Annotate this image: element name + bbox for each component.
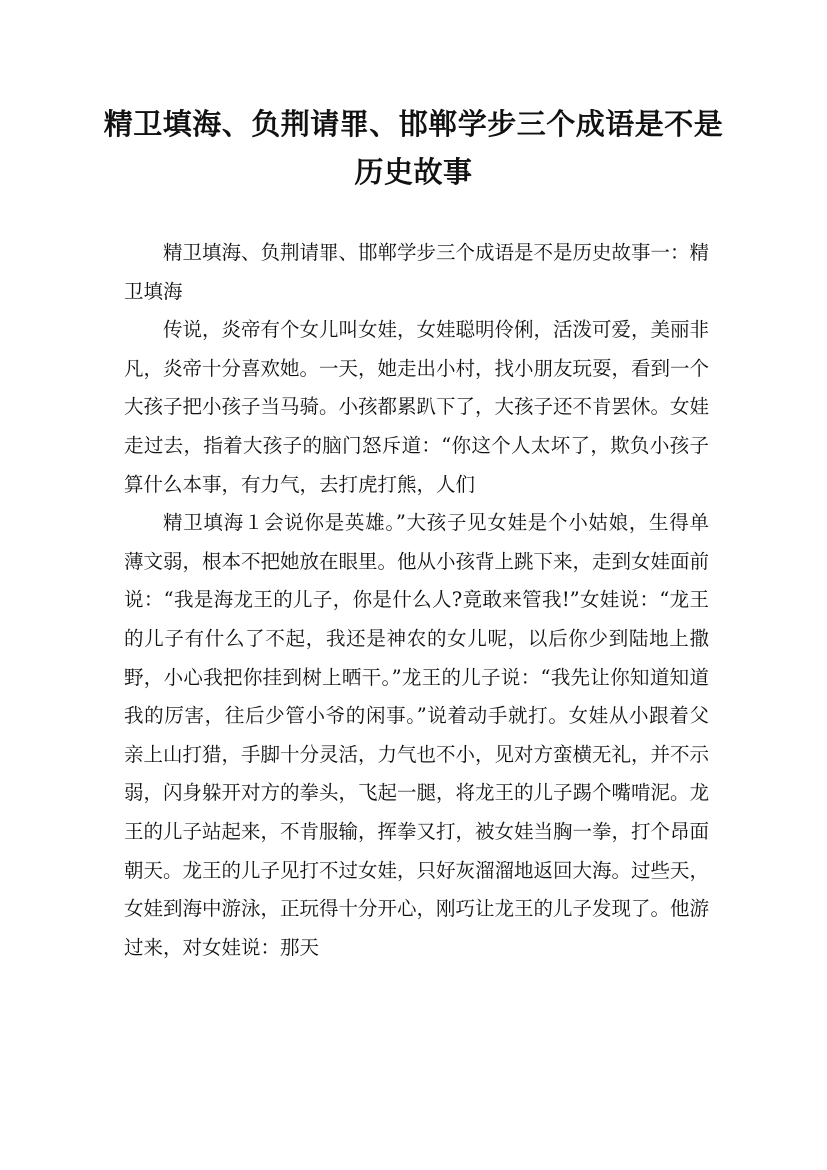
paragraph-intro: 精卫填海、负荆请罪、邯郸学步三个成语是不是历史故事一：精卫填海 (124, 241, 710, 303)
document-title: 精卫填海、负荆请罪、邯郸学步三个成语是不是历史故事 (103, 107, 724, 189)
paragraph-legend-continued: 精卫填海１会说你是英雄。”大孩子见女娃是个小姑娘，生得单薄文弱，根本不把她放在眼里。他从小孩背上跳下来，走到女娃面前说：“我是海龙王的儿子，你是什么人?竟敢来管我!”女娃说：“龙王的儿子有什么了不起，我还是神农的女儿呢，以后你少到陆地上撒野，小心我把你挂到树上晒干。”龙王的儿子说：“我先让你知道知道我的厉害，往后少管小爷的闲事。”说着动手就打。女娃从小跟着父亲上山打猎，手脚十分灵活，力气也不小，见对方蛮横无礼，并不示弱，闪身躲开对方的拳头，飞起一腿，将龙王的儿子踢个嘴啃泥。龙王的儿子站起来，不肯服输，挥拳又打，被女娃当胸一拳，打个昂面朝天。龙王的儿子见打不过女娃，只好灰溜溜地返回大海。过些天，女娃到海中游泳，正玩得十分开心，刚巧让龙王的儿子发现了。他游过来，对女娃说：那天 (124, 511, 710, 959)
paragraph-legend-start: 传说，炎帝有个女儿叫女娃，女娃聪明伶俐，活泼可爱，美丽非凡，炎帝十分喜欢她。一天，她走出小村，找小朋友玩耍，看到一个大孩子把小孩子当马骑。小孩都累趴下了，大孩子还不肯罢休。女娃走过去，指着大孩子的脑门怒斥道：“你这个人太坏了，欺负小孩子算什么本事，有力气，去打虎打熊，人们 (124, 318, 710, 496)
document-body (124, 234, 709, 967)
